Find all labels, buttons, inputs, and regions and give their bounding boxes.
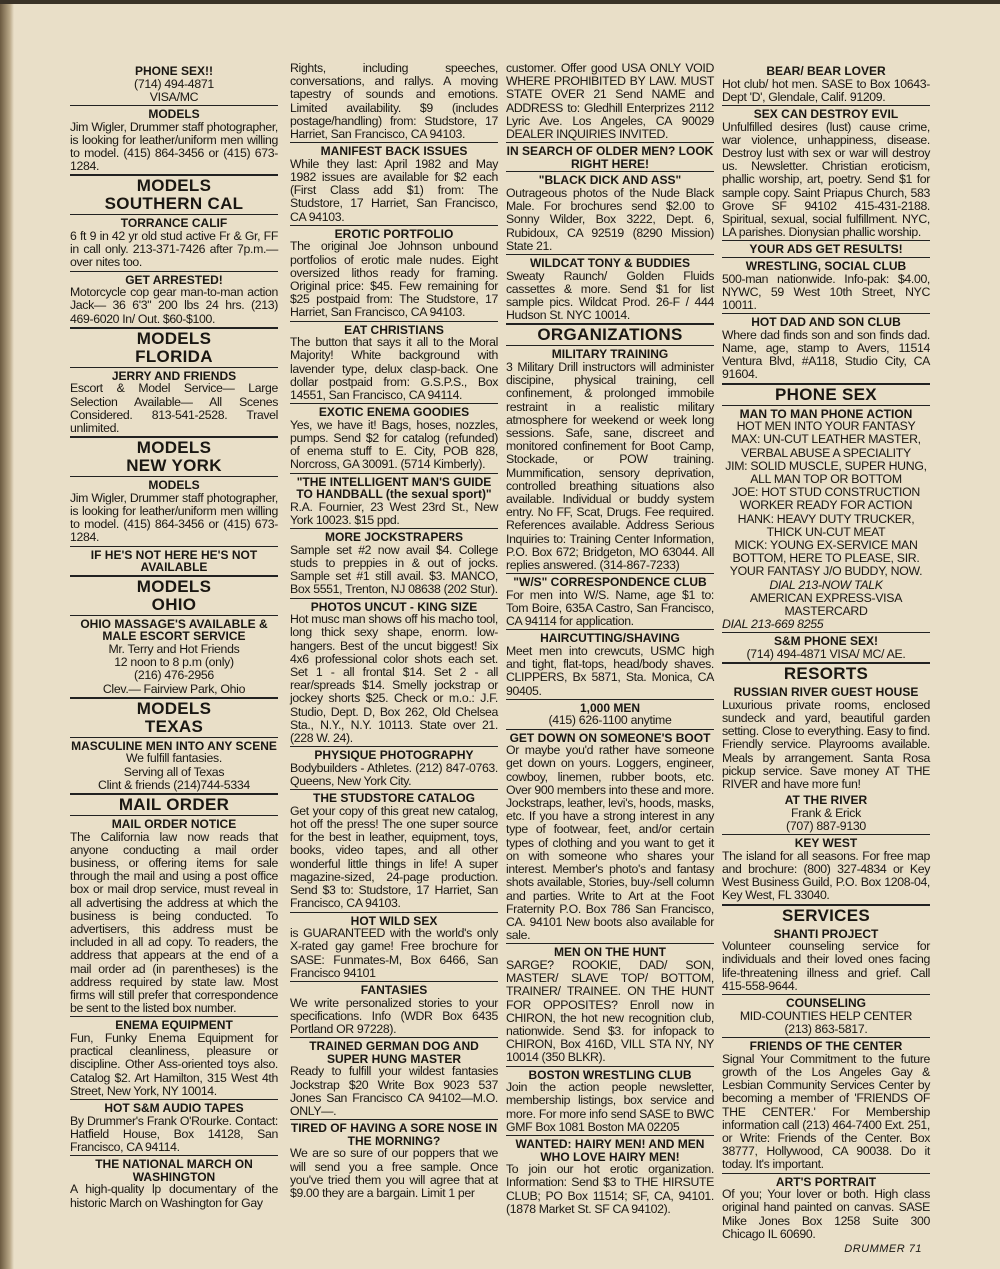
ad-heading: OHIO MASSAGE'S AVAILABLE & MALE ESCORT SERVICE (70, 615, 278, 643)
ad-heading: HAIRCUTTING/SHAVING (506, 629, 714, 645)
section-heading: PHONE SEX (722, 383, 930, 404)
ad-body: Yes, we have it! Bags, hoses, nozzles, pumps. Send $2 for catalog (refunded) of enema stuff to E. City, POB 828, Norcross, GA 30091. (5714 Kimberly). (290, 417, 498, 472)
ad-heading: COUNSELING (722, 994, 930, 1010)
ad-heading: GET DOWN ON SOMEONE'S BOOT (506, 729, 714, 745)
ad-heading: IN SEARCH OF OLDER MEN? LOOK RIGHT HERE! (506, 144, 714, 171)
section-heading: MODELS SOUTHERN CAL (70, 174, 278, 213)
ad-heading: BEAR/ BEAR LOVER (766, 64, 886, 78)
ad-centered-text: We fulfill fantasies. Serving all of Texas Clint & friends (214)744-5334 (98, 751, 250, 792)
ad-body: While they last: April 1982 and May 1982 issues are available for $2 each (First Class add $1) from: The Studstore, 17 Harriet, San Francisco, CA 94103. (290, 156, 498, 224)
ad-body: SARGE? ROOKIE, DAD/ SON, MASTER/ SLAVE TOP/ BOTTOM, TRAINER/ TRAINEE. ON THE HUNT FOR OPPOSITES? Enroll now in CHIRON, the hot new recognition club, nationwide. Send $3. for infopack to CHIRON, Box 416D, VILL STA NY, NY 10014 (350 BLKR). (506, 957, 714, 1065)
ad-body: The button that says it all to the Moral Majority! White background with lavender type, delux clasp-back. One dollar postpaid from: G.S.P.S., Box 14551, San Francisco, CA 94114. (290, 335, 498, 403)
ad-heading: HOT S&M AUDIO TAPES (70, 1099, 278, 1115)
ad-body: Where dad finds son and son finds dad. Name, age, stamp to Avers, 11514 Ventura Blvd, #A118, Studio City, CA 91604. (722, 327, 930, 382)
ad-body: A high-quality lp documentary of the historic March on Washington for Gay (70, 1182, 278, 1210)
ad-centered-text: (714) 494-4871 VISA/MC (134, 76, 214, 104)
page-top-edge (0, 0, 1000, 4)
ad-heading: TRAINED GERMAN DOG AND SUPER HUNG MASTER (290, 1037, 498, 1065)
ad-body: For men into W/S. Name, age $1 to: Tom Boire, 635A Castro, San Francisco, CA 94114 for application. (506, 587, 714, 629)
ad-body: Volunteer counseling service for individuals and their loved ones facing life-threatening illness and grief. Call 415-558-9644. (722, 939, 930, 993)
ad-heading: HOT DAD AND SON CLUB (722, 313, 930, 329)
ad-body: Rights, including speeches, conversations, and rallys. A moving tapestry of sounds and emotions. Limited availability. $9 (includes postage/handling) from: Studstore, 17 Harriet, San Francisco, CA 94103. (290, 61, 498, 142)
ad-heading: ART'S PORTRAIT (722, 1173, 930, 1189)
ad-heading: MORE JOCKSTRAPERS (290, 528, 498, 544)
ad-heading: "THE INTELLIGENT MAN'S GUIDE TO HANDBALL (the sexual sport)" (290, 473, 498, 501)
ad-body: Luxurious private rooms, enclosed sundeck and yard, beautiful garden setting. Close to everything. Easy to find. Friendly service. Playrooms available. Meals by arrangement. Santa Rosa pickup service. Save money AT THE RIVER and have more fun! (722, 697, 930, 792)
ad-heading: MEN ON THE HUNT (506, 943, 714, 959)
ad-body: 6 ft 9 in 42 yr old stud active Fr & Gr, FF in call only. 213-371-7426 after 7p.m.—over nites too. (70, 229, 278, 270)
ad-body: Sample set #2 now avail $4. College studs to preppies in & out of jocks. Sample set #1 still avail. $3. MANCO, Box 5551, Trenton, NJ 08638 (202 Stur). (290, 542, 498, 597)
ad-heading: ENEMA EQUIPMENT (70, 1016, 278, 1032)
ad-heading: MODELS (70, 105, 278, 121)
ad-body: Or maybe you'd rather have someone get down on yours. Loggers, engineer, cowboy, linemen, rubber boots, etc. Over 900 members into these and more. Jockstraps, leather, levi's, hoods, masks, etc. If you have a strong interest in any type of footwear, feet, and/or certain types of clothing and you want to get it on with someone who shares your interest. Member's photo's and fantasy shots available, Stories, buy-/sell column and parties. Write to Art at the Foot Fraternity P.O. Box 786 San Francisco, CA. 94101 New boots also available for sale. (506, 743, 714, 943)
section-heading: MODELS FLORIDA (70, 327, 278, 366)
ad-heading: "BLACK DICK AND ASS" (506, 171, 714, 187)
ad-centered-text: DIAL 213-NOW TALK (769, 577, 883, 592)
ad-body: Hot club/ hot men. SASE to Box 10643-Dept 'D', Glendale, Calif. 91209. (722, 76, 930, 104)
ad-heading: FRIENDS OF THE CENTER (722, 1037, 930, 1053)
section-heading: MODELS OHIO (70, 575, 278, 614)
ad-heading: FANTASIES (290, 981, 498, 997)
ad-heading: IF HE'S NOT HERE HE'S NOT AVAILABLE (70, 546, 278, 574)
ad-heading: SEX CAN DESTROY EVIL (722, 105, 930, 121)
ad-centered-text: (415) 626-1100 anytime (548, 713, 672, 728)
ad-body: Outrageous photos of the Nude Black Male. For brochures send $2.00 to Sonny Wilder, Box 3222, Dept. 6, Rubidoux, CA 92519 (8290 Mission) State 21. (506, 186, 714, 253)
ad-heading: MODELS (70, 476, 278, 492)
ad-heading: RUSSIAN RIVER GUEST HOUSE (733, 685, 919, 700)
ad-body: The island for all seasons. For free map and brochure: (800) 327-4834 or Key West Business Guild, P.O. Box 1208-04, Key West, FL 33040. (722, 848, 930, 903)
ad-body: The California law now reads that anyone conducting a mail order business, or offering items for sale through the mail and using a post office box or mail drop service, must reveal in all advertising the address at which the business is being conducted. To advertisers, this address must be included in all ad copy. To readers, the address that appears at the end of a mail order ad (in parentheses) is the address required by state law. Most firms will still prefer that correspondence be sent to the listed box number. (70, 829, 278, 1016)
ad-heading: MANIFEST BACK ISSUES (290, 142, 498, 158)
ad-body: Jim Wigler, Drummer staff photographer, is looking for leather/uniform men willing to model. (415) 864-3456 or (415) 673-1284. (70, 119, 278, 174)
ad-heading: THE NATIONAL MARCH ON WASHINGTON (70, 1155, 278, 1183)
ad-heading: MILITARY TRAINING (506, 345, 714, 361)
ad-heading: TORRANCE CALIF (70, 214, 278, 230)
ad-body: Motorcycle cop gear man-to-man action Jack— 36 6'3" 200 lbs 24 hrs. (213) 469-6020 In/ Out. $60-$100. (70, 285, 278, 326)
ad-body: Bodybuilders - Athletes. (212) 847-0763. Queens, New York City. (290, 760, 498, 789)
classifieds-column-1 (70, 62, 278, 1212)
ad-heading: SHANTI PROJECT (773, 926, 879, 941)
ad-heading: S&M PHONE SEX! (722, 632, 930, 648)
page-spine-shadow (0, 0, 14, 1269)
ad-heading: PHYSIQUE PHOTOGRAPHY (290, 746, 498, 762)
ad-heading: MAIL ORDER NOTICE (70, 815, 278, 831)
ad-body: Get your copy of this great new catalog, hot off the press! The one super source for the best in leather, equipment, toys, books, video tapes, and all other wonderful little things in life! A super magazine-sized, 24-page production. Send $3 to: Studstore, 17 Harriet, San Francisco, CA 94103. (290, 803, 498, 911)
ad-body: We write personalized stories to your specifications. Info (WDR Box 6435 Portland OR 97228). (290, 995, 498, 1036)
ad-heading: TIRED OF HAVING A SORE NOSE IN THE MORNING? (290, 1121, 498, 1148)
ad-heading: PHOTOS UNCUT - KING SIZE (290, 598, 498, 614)
page-footer-folio: DRUMMER 71 (844, 1243, 922, 1255)
ad-heading: 1,000 MEN (506, 699, 714, 715)
ad-body: We are so sure of our poppers that we will send you a free sample. Once you've tried them you will agree that at $9.00 they are a bargain. Limit 1 per (290, 1146, 498, 1200)
ad-body: 3 Military Drill instructors will administer discipine, physical training, cell confinement, & prolonged immobile restraint in a realistic military atmosphere for weekend or week long sessions. Safe, sane, discreet and monitored confinement for Boot Camp, Stockade, or POW training. Mummification, sensory deprivation, controlled breathing situations also available. Individual or buddy system entry. No FF, Scat, Drugs. Fee required. References available. Address Serious Inquiries to: Training Center Information, P.O. Box 672; Bridgeton, MO 63044. All replies answered. (314-867-7233) (506, 360, 714, 573)
ad-centered-text: Mr. Terry and Hot Friends 12 noon to 8 p.m (only) (216) 476-2956 Clev.— Fairview Park, Ohio (102, 642, 246, 696)
ad-centered-text: (714) 494-4871 VISA/ MC/ AE. (746, 647, 906, 662)
classifieds-column-3 (506, 61, 714, 1216)
classifieds-column-4 (722, 62, 930, 1241)
ad-body: R.A. Fournier, 23 West 23rd St., New York 10023. $15 ppd. (290, 499, 498, 528)
ad-body: Jim Wigler, Drummer staff photographer, is looking for leather/uniform men willing to model. (415) 864-3456 or (415) 673-1284. (70, 490, 278, 545)
ad-body: customer. Offer good USA ONLY VOID WHERE PROHIBITED BY LAW. MUST STATE OVER 21 Send NAME and ADDRESS to: Gledhill Enterprizes 2112 Lyric Ave. Los Angeles, CA 90029 DEALER INQUIRIES INVITED. (506, 61, 714, 142)
ad-body: To join our hot erotic organization. Information: Send $3 to THE HIRSUTE CLUB; PO Box 11514; SF, CA, 94101.(1878 Market St. SF CA 94102). (506, 1162, 714, 1216)
ad-body: Join the action people newsletter, membership listings, box service and more. For more info send SASE to BWC GMF Box 1081 Boston MA 02205 (506, 1080, 714, 1134)
section-heading: RESORTS (722, 662, 930, 683)
ad-body: Hot musc man shows off his macho tool, long thick sexy shape, enorm. low-hangers. Best of the uncut biggest! Six 4x6 professional color shots each set. Set 1 - all frontal $14. Set 2 - all rear/spreads $14. Smelly jockstrap or jockey shorts $25. Check or m.o.: J.F. Studio, Dept. D, Box 262, Old Chelsea Sta., N.Y., N.Y. 10113. State over 21. (228 W. 24). (290, 612, 498, 746)
ad-body: Unfulfilled desires (lust) cause crime, war violence, unhappiness, disease. Destroy lust with sex or war will destroy us. Newsletter. Christian eroticism, phallic worship, art, poetry. Send $1 for sample copy. Saint Priapus Church, 583 Grove SF 94102 415-431-2188. Spiritual, sexual, social fulfillment. NYC, LA parishes. Dionysian phallic worship. (722, 119, 930, 240)
section-heading: SERVICES (722, 904, 930, 925)
ad-body: By Drummer's Frank O'Rourke. Contact: Hatfield House, Box 14128, San Francisco, CA 94114. (70, 1113, 278, 1155)
ad-heading: HOT WILD SEX (290, 912, 498, 928)
section-heading: MODELS TEXAS (70, 697, 278, 736)
ad-body: Fun, Funky Enema Equipment for practical cleanliness, pleasure or discipline. Other Ass-oriented toys also. Catalog $2. Art Hamilton, 315 West 4th Street, New York, NY 10014. (70, 1031, 278, 1098)
section-heading: MAIL ORDER (70, 793, 278, 814)
section-heading: ORGANIZATIONS (506, 323, 714, 344)
ad-heading: EAT CHRISTIANS (290, 321, 498, 337)
ad-body: Ready to fulfill your wildest fantasies Jockstrap $20 Write Box 9023 537 Jones San Francisco CA 94102—M.O. ONLY—. (290, 1064, 498, 1118)
ad-heading: KEY WEST (722, 834, 930, 850)
ad-body: Of you; Your lover or both. High class original hand painted on canvas. SASE Mike Jones Box 1258 Suite 300 Chicago IL 60690. (722, 1187, 930, 1241)
ad-body: Signal Your Commitment to the future growth of the Los Angeles Gay & Lesbian Community Services Center by becoming a member of 'FRIENDS OF THE CENTER.' For Membership information call (213) 464-7400 Ext. 251, or Write: Friends of the Center. Box 38777, Hollywood, CA 90038. Do it today. It's important. (722, 1051, 930, 1172)
ad-centered-text: AMERICAN EXPRESS-VISA MASTERCARD (749, 590, 903, 619)
classifieds-column-2 (290, 62, 498, 1212)
ad-heading: MASCULINE MEN INTO ANY SCENE (71, 738, 277, 753)
ad-centered-text: HOT MEN INTO YOUR FANTASY MAX: UN-CUT LEATHER MASTER, VERBAL ABUSE A SPECIALITY JIM: SOLID MUSCLE, SUPER HUNG, ALL MAN TOP OR BOTTOM JOE: HOT STUD CONSTRUCTION WORKER READY FOR ACTION HANK: HEAVY DUTY TRUCKER, THICK UN-CUT MEAT MICK: YOUNG EX-SERVICE MAN BOTTOM, HERE TO PLEASE, SIR. YOUR FANTASY J/O BUDDY, NOW. (725, 419, 927, 579)
ad-heading: EXOTIC ENEMA GOODIES (290, 403, 498, 419)
ad-body: Escort & Model Service— Large Selection Available— All Scenes Considered. 813-541-2528. Travel unlimited. (70, 381, 278, 436)
ad-body: Sweaty Raunch/ Golden Fluids cassettes & more. Send $1 for list sample pics. Wildcat Prod. 26-F / 444 Hudson St. NYC 10014. (506, 268, 714, 323)
ad-heading: JERRY AND FRIENDS (70, 367, 278, 383)
ad-body: Meet men into crewcuts, USMC high and tight, flat-tops, head/body shaves. CLIPPERS, Bx 5871, Sta. Monica, CA 90405. (506, 644, 714, 698)
ad-heading: AT THE RIVER (784, 793, 868, 808)
section-heading: MODELS NEW YORK (70, 436, 278, 475)
ad-body: is GUARANTEED with the world's only X-rated gay game! Free brochure for SASE: Funmates-M, Box 6466, San Francisco 94101 (290, 926, 498, 980)
ad-heading: MAN TO MAN PHONE ACTION (722, 405, 930, 421)
ad-heading: WILDCAT TONY & BUDDIES (506, 254, 714, 270)
ad-heading: YOUR ADS GET RESULTS! (722, 240, 930, 256)
ad-heading: "W/S" CORRESPONDENCE CLUB (506, 573, 714, 589)
ad-body: The original Joe Johnson unbound portfolios of erotic male nudes. Eight oversized lithos ready for framing. Original price: $45. Few remaining for $25 postpaid from: The Studstore, 17 Harriet, San Francisco, CA 94103. (290, 239, 498, 320)
ad-heading: EROTIC PORTFOLIO (290, 225, 498, 241)
ad-heading: PHONE SEX!! (134, 64, 213, 78)
ad-centered-text: Frank & Erick (707) 887-9130 (786, 805, 866, 834)
ad-heading: THE STUDSTORE CATALOG (290, 789, 498, 805)
ad-heading: BOSTON WRESTLING CLUB (506, 1066, 714, 1082)
ad-heading: WANTED: HAIRY MEN! AND MEN WHO LOVE HAIRY MEN! (506, 1135, 714, 1163)
ad-centered-text: MID-COUNTIES HELP CENTER (213) 863-5817. (739, 1008, 913, 1036)
ad-body: 500-man nationwide. Info-pak: $4.00, NYWC, 59 West 10th Street, NYC 10011. (722, 271, 930, 313)
ad-heading: GET ARRESTED! (70, 271, 278, 287)
ad-heading: WRESTLING, SOCIAL CLUB (722, 257, 930, 273)
ad-centered-text: DIAL 213-669 8255 (722, 617, 824, 632)
